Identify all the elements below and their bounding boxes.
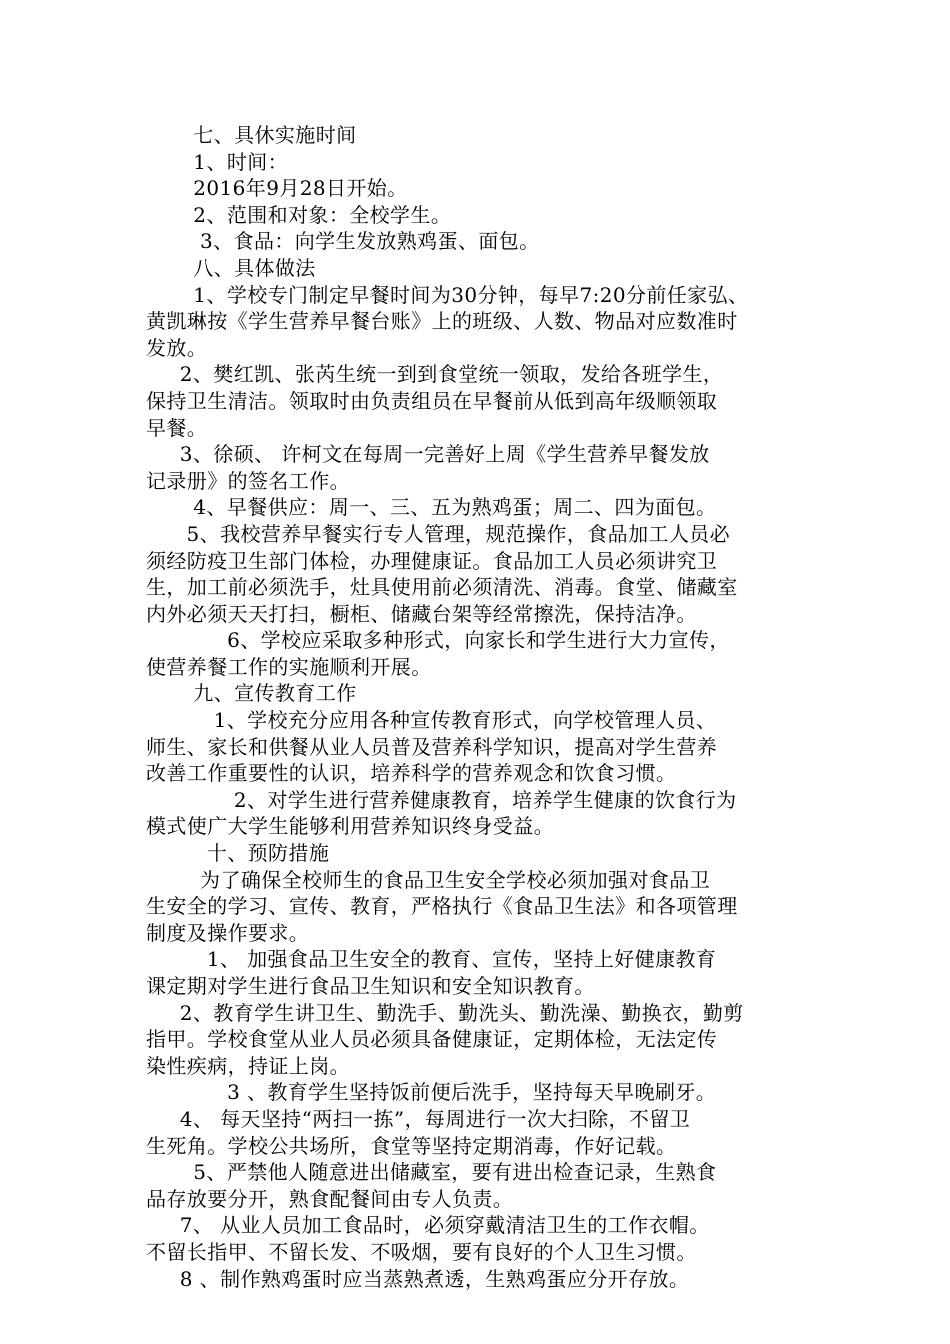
- text-line: 指甲。学校食堂从业人员必须具备健康证，定期体检，无法定传: [146, 1027, 718, 1052]
- text-line: 使营养餐工作的实施顺利开展。: [146, 654, 432, 679]
- text-line: 6、学校应采取多种形式，向家长和学生进行大力宣传，: [146, 628, 730, 653]
- text-line: 品存放要分开，熟食配餐间由专人负责。: [146, 1186, 514, 1211]
- text-line: 改善工作重要性的认识，培养科学的营养观念和饮食习惯。: [146, 761, 677, 786]
- text-line: 生安全的学习、宣传、教育，严格执行《食品卫生法》和各项管理: [146, 894, 738, 919]
- text-line: 制度及操作要求。: [146, 920, 310, 945]
- text-line: 5、我校营养早餐实行专人管理，规范操作，食品加工人员必: [146, 521, 731, 546]
- text-line: 5、严禁他人随意进出储藏室，要有进出检查记录，生熟食: [146, 1160, 717, 1185]
- text-line: 为了确保全校师生的食品卫生安全学校必须加强对食品卫: [146, 867, 711, 892]
- text-line: 生，加工前必须洗手，灶具使用前必须清洗、消毒。食堂、储藏室: [146, 575, 738, 600]
- text-line: 不留长指甲、不留长发、不吸烟，要有良好的个人卫生习惯。: [146, 1239, 697, 1264]
- text-line: 黄凯琳按《学生营养早餐台账》上的班级、人数、物品对应数准时: [146, 309, 738, 334]
- text-line: 染性疾病，持证上岗。: [146, 1053, 350, 1078]
- text-line: 7、 从业人员加工食品时，必须穿戴清洁卫生的工作衣帽。: [146, 1213, 710, 1238]
- section-heading-10: 十、预防措施: [146, 841, 330, 866]
- text-line: 2、教育学生讲卫生、勤洗手、勤洗头、勤洗澡、勤换衣，勤剪: [146, 1000, 744, 1025]
- text-line: 2、范围和对象：全校学生。: [146, 202, 452, 227]
- text-line: 4、早餐供应：周一、三、五为熟鸡蛋；周二、四为面包。: [146, 495, 717, 520]
- section-heading-9: 九、宣传教育工作: [146, 681, 357, 706]
- text-line: 1、学校充分应用各种宣传教育形式，向学校管理人员、: [146, 708, 717, 733]
- text-line: 3 、教育学生坚持饭前便后洗手，坚持每天早晚刷牙。: [146, 1080, 717, 1105]
- document-body: [146, 122, 806, 1292]
- section-heading-7: 七、具休实施时间: [146, 123, 357, 147]
- text-line: 早餐。: [146, 415, 208, 440]
- text-line: 4、 每天坚持“两扫一拣”，每周进行一次大扫除，不留卫: [146, 1106, 691, 1131]
- text-line: 课定期对学生进行食品卫生知识和安全知识教育。: [146, 974, 595, 998]
- text-line: 1、时间：: [146, 149, 289, 174]
- text-line: 生死角。学校公共场所，食堂等坚持定期消毒，作好记载。: [146, 1133, 677, 1158]
- text-line: 保持卫生清洁。领取时由负责组员在早餐前从低到高年级顺领取: [146, 388, 718, 413]
- text-line: 3、食品：向学生发放熟鸡蛋、面包。: [146, 229, 540, 254]
- text-line: 记录册》的签名工作。: [146, 468, 350, 493]
- text-line: 须经防疫卫生部门体检，办理健康证。食品加工人员必须讲究卫: [146, 548, 718, 573]
- text-line: 内外必须天天打扫，橱柜、储藏台架等经常擦洗，保持洁净。: [146, 601, 697, 626]
- text-line: 2、樊红凯、张芮生统一到到食堂统一领取，发给各班学生，: [146, 362, 724, 387]
- text-line: 8 、制作熟鸡蛋时应当蒸熟煮透，生熟鸡蛋应分开存放。: [146, 1266, 690, 1291]
- section-heading-8: 八、具体做法: [146, 255, 316, 280]
- text-line: 师生、家长和供餐从业人员普及营养科学知识，提高对学生营养: [146, 734, 718, 759]
- text-line: 3、徐硕、 许柯文在每周一完善好上周《学生营养早餐发放: [146, 442, 710, 467]
- text-line: 2016年9月28日开始。: [146, 176, 408, 201]
- text-line: 2、对学生进行营养健康教育，培养学生健康的饮食行为: [146, 787, 737, 812]
- text-line: 1、学校专门制定早餐时间为30分钟，每早7:20分前任家弘、: [146, 282, 749, 307]
- text-line: 1、 加强食品卫生安全的教育、宣传，坚持上好健康教育: [146, 947, 717, 972]
- text-line: 发放。: [146, 335, 208, 360]
- text-line: 模式使广大学生能够利用营养知识终身受益。: [146, 814, 554, 839]
